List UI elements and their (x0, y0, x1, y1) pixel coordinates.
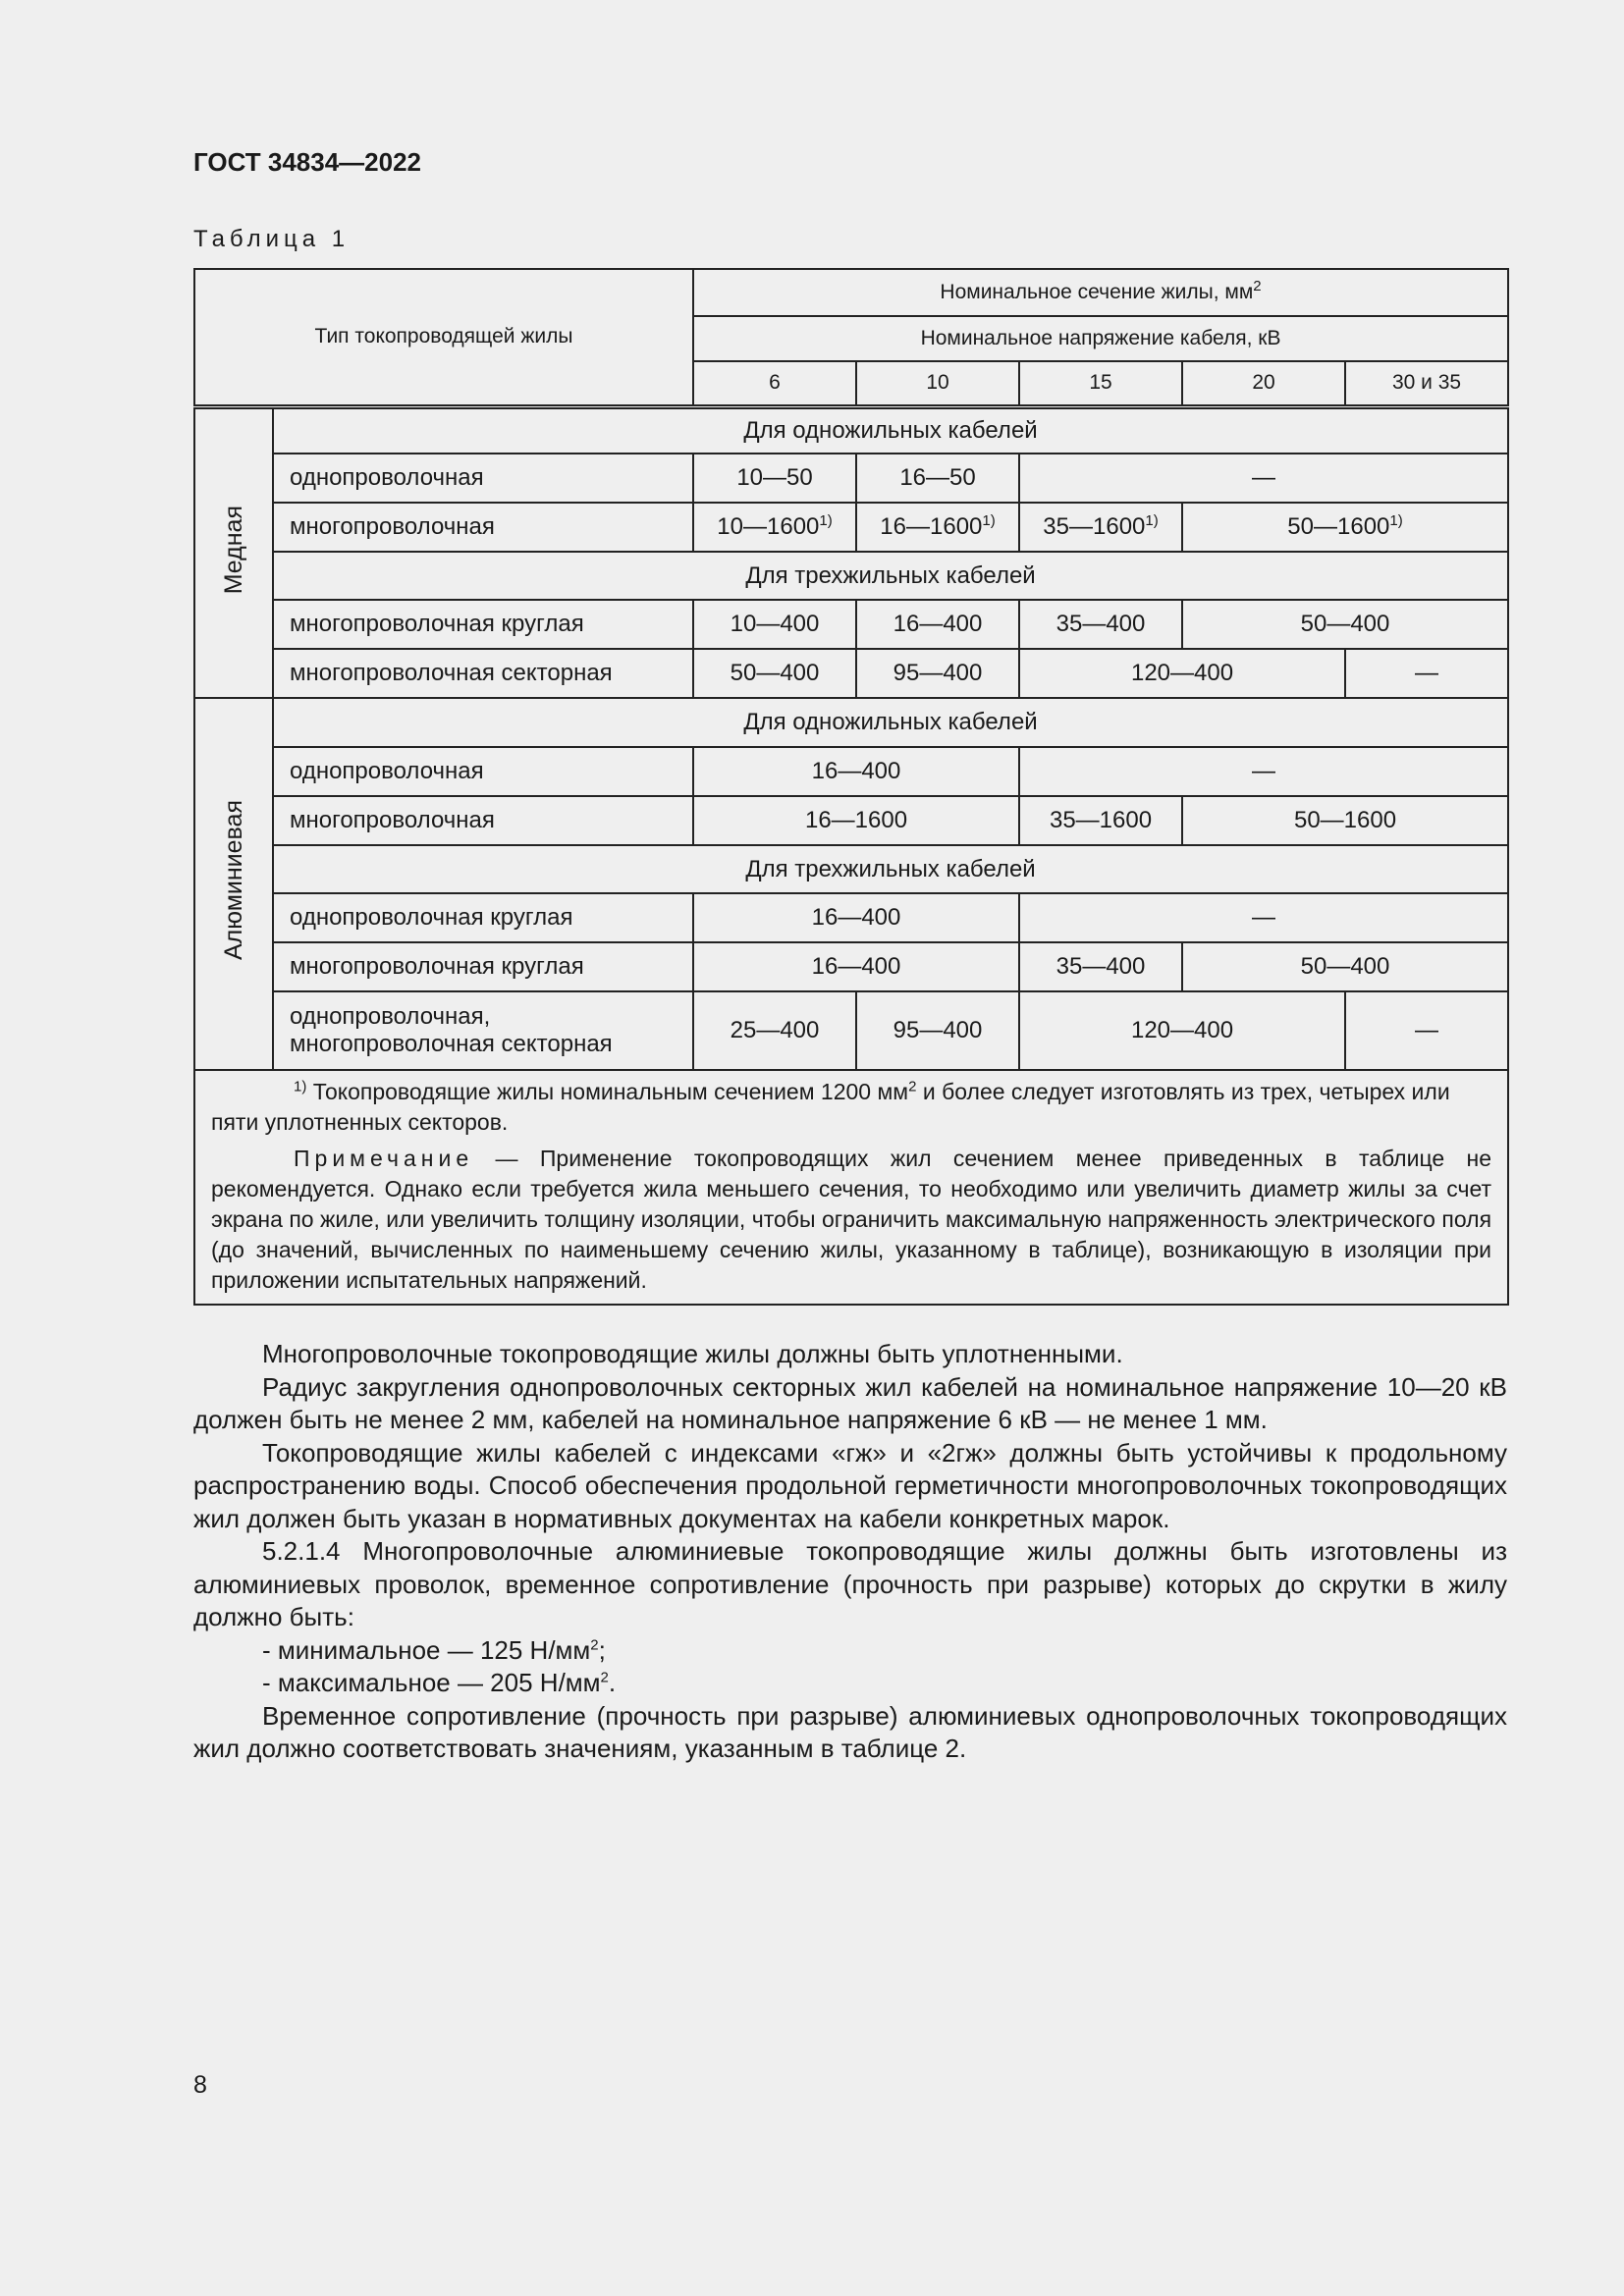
voltage-6: 6 (693, 361, 856, 406)
paragraph: Временное сопротивление (прочность при разрыве) алюминиевых однопроволочных токопроводящих жил должно соответствовать значениям, указанным в таблице 2. (193, 1700, 1507, 1763)
table-row: однопроволочная 16—400 — (194, 747, 1508, 796)
group-copper: Медная (194, 406, 273, 698)
voltage-15: 15 (1019, 361, 1182, 406)
voltage-10: 10 (856, 361, 1019, 406)
table-footnote: $^{1)}$ Токопроводящие жилы номинальным сечением 1200 $мм^2$ и более следует изготовлять из трех, четырех или пяти уплотненных секторов. (211, 1078, 1450, 1135)
table-row: многопроволочная круглая 16—400 35—400 50—400 (194, 942, 1508, 991)
voltage-20: 20 (1182, 361, 1345, 406)
list-item: - минимальное — 125 $Н/мм^2$; (262, 1634, 606, 1665)
paragraph: 5.2.1.4 Многопроволочные алюминиевые токопроводящие жилы должны быть изготовлены из алюминиевых проволок, временное сопротивление (прочность при разрыве) которых до скрутки в жилу должно быть: (193, 1536, 1507, 1631)
table-notes (194, 1070, 1508, 1305)
document-header: ГОСТ 34834—2022 (193, 147, 421, 177)
table-row: однопроволочная, многопроволочная секторная 25—400 95—400 120—400 — (194, 991, 1508, 1070)
header-nominal-voltage: Номинальное напряжение кабеля, кВ (693, 316, 1508, 361)
conductor-table (193, 268, 1509, 1306)
subheader-single-core: Для одножильных кабелей (273, 698, 1508, 747)
group-aluminium: Алюминиевая (194, 698, 273, 1070)
subheader-single-core: Для одножильных кабелей (273, 406, 1508, 454)
table-row: многопроволочная круглая 10—400 16—400 35—400 50—400 (194, 600, 1508, 649)
voltage-30-35: 30 и 35 (1345, 361, 1508, 406)
table-caption: Таблица 1 (193, 226, 351, 252)
body-text (193, 1338, 1507, 1766)
table-row: однопроволочная 10—50 16—50 — (194, 454, 1508, 503)
subheader-three-core: Для трехжильных кабелей (273, 552, 1508, 600)
paragraph: Многопроволочные токопроводящие жилы должны быть уплотненными. (262, 1339, 1123, 1368)
subheader-three-core: Для трехжильных кабелей (273, 845, 1508, 893)
header-conductor-type: Тип токопроводящей жилы (194, 269, 693, 406)
table-note: Примечание — Применение токопроводящих жил сечением менее приведенных в таблице не рекомендуется. Однако если требуется жила меньшего сечения, то необходимо или увеличить диаметр жилы за счет экрана по жиле, или увеличить толщину изоляции, чтобы ограничить максимальную напряженность электрического поля (до значений, вычисленных по наименьшему сечению жилы, указанному в таблице), возникающую в изоляции при приложении испытательных напряжений. (211, 1146, 1492, 1293)
paragraph: Радиус закругления однопроволочных секторных жил кабелей на номинальное напряжение 10—20 кВ должен быть не менее 2 мм, кабелей на номинальное напряжение 6 кВ — не менее 1 мм. (193, 1371, 1507, 1434)
table-row: многопроволочная 10—1600$^{1)}$ 16—1600$^{1)}$ 35—1600$^{1)}$ 50—1600$^{1)}$ (194, 503, 1508, 552)
list-item: - максимальное — 205 $Н/мм^2$. (262, 1668, 617, 1697)
table-row: однопроволочная круглая 16—400 — (194, 893, 1508, 942)
table-row: многопроволочная секторная 50—400 95—400 120—400 — (194, 649, 1508, 698)
paragraph: Токопроводящие жилы кабелей с индексами «гж» и «2гж» должны быть устойчивы к продольному распространению воды. Способ обеспечения продольной герметичности многопроволочных токопроводящих жил должен быть указан в нормативных документах на кабели конкретных марок. (193, 1437, 1507, 1533)
header-nominal-section: Номинальное сечение жилы, $мм^2$ (693, 269, 1508, 316)
table-row: многопроволочная 16—1600 35—1600 50—1600 (194, 796, 1508, 845)
page-number: 8 (193, 2071, 207, 2099)
